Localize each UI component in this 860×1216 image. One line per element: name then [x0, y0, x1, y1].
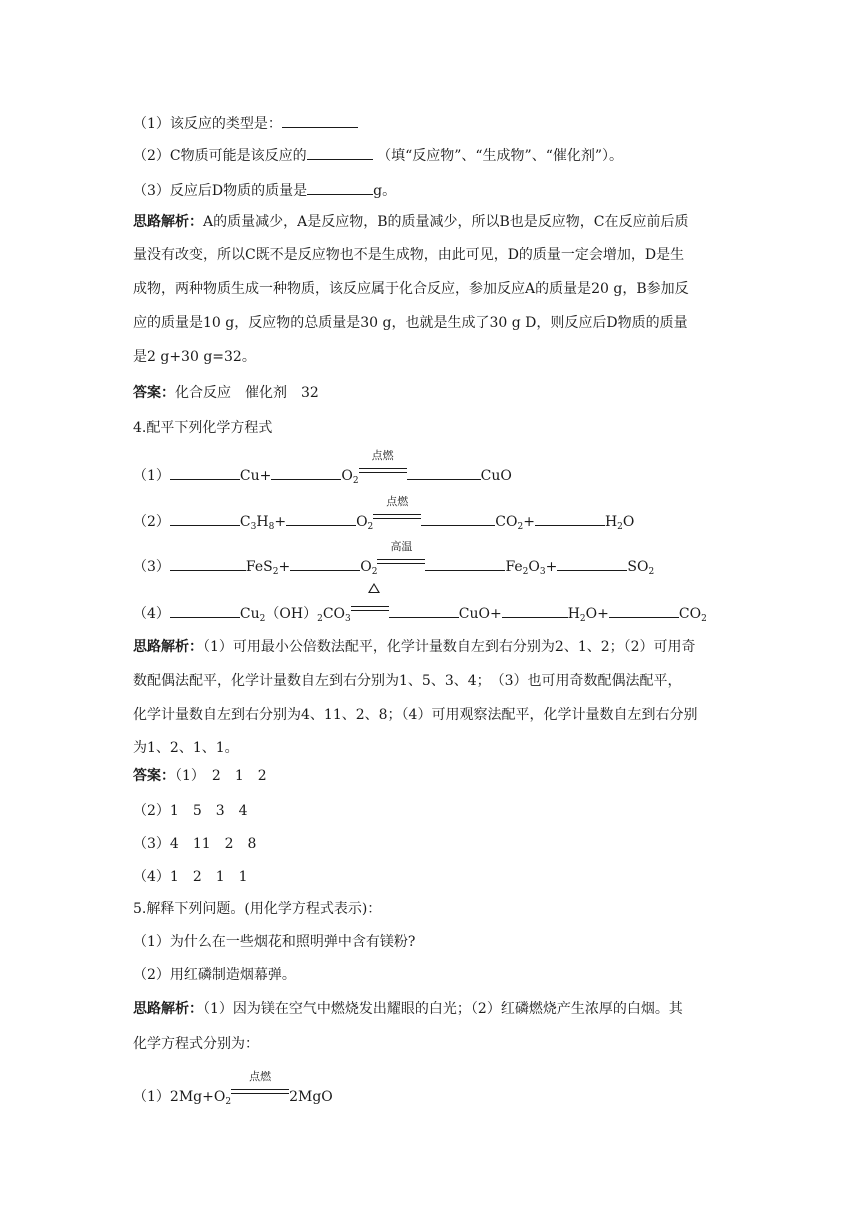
- reactant: CO: [322, 606, 346, 622]
- eq-number: （4）: [133, 606, 170, 622]
- subscript: 2: [579, 614, 586, 624]
- q3-sub3-unit: g。: [373, 183, 397, 199]
- q4-title: 4.配平下列化学方程式: [133, 420, 273, 436]
- product: O+: [585, 606, 609, 622]
- reaction-condition: [373, 495, 421, 526]
- q3-analysis-line4: 应的质量是10 g，反应物的总质量是30 g，也就是生成了30 g D，则反应后D物质的质量: [133, 315, 688, 331]
- eq-number: （2）: [133, 514, 170, 530]
- q5-analysis-line1: [133, 999, 683, 1019]
- q4-answer-2: （2）1 5 3 4: [133, 803, 248, 819]
- coef-blank: [170, 511, 240, 526]
- condition-label: 点燃: [371, 449, 394, 462]
- coef-blank: [170, 465, 240, 480]
- subscript: 2: [617, 522, 623, 532]
- subscript: 2: [259, 614, 266, 624]
- eq-number: （3）: [133, 559, 170, 575]
- reactant: H: [256, 514, 269, 530]
- plus-sign: +: [274, 514, 287, 530]
- answer-label: 答案：: [133, 768, 175, 784]
- product: SO: [627, 559, 649, 575]
- coef-blank: [609, 603, 679, 618]
- q3-sub1: [133, 113, 358, 134]
- product: CO: [678, 606, 702, 622]
- reactant: Cu+: [239, 468, 272, 484]
- analysis-text: （1）可用最小公倍数法配平，化学计量数自左到右分别为2、1、2；（2）可用奇: [203, 639, 696, 655]
- coef-blank: [535, 511, 605, 526]
- subscript: 2: [317, 614, 323, 624]
- reactant: C: [239, 514, 251, 530]
- subscript: 8: [268, 522, 275, 532]
- product: O: [622, 514, 635, 530]
- q4-equation-2: [133, 495, 635, 537]
- eq-number: （1）: [133, 1089, 170, 1105]
- q4-analysis-line1: [133, 637, 696, 657]
- q4-answer-3: （3）4 11 2 8: [133, 836, 257, 852]
- subscript: 3: [250, 522, 257, 532]
- q4-analysis-line2: 数配偶法配平，化学计量数自左到右分别为1、5、3、4； （3）也可用奇数配偶法配平，: [133, 673, 682, 689]
- reactant: O: [360, 559, 372, 575]
- q5-analysis-line2: 化学方程式分别为：: [133, 1036, 259, 1052]
- plus-sign: +: [545, 559, 558, 575]
- product: CuO: [480, 468, 512, 484]
- q3-analysis-line2: 量没有改变，所以C既不是反应物也不是生成物，由此可见，D的质量一定会增加，D是生: [133, 247, 685, 263]
- condition-label: 点燃: [249, 1070, 272, 1083]
- q5-title: 5.解释下列问题。(用化学方程式表示)：: [133, 901, 382, 917]
- analysis-text: A的质量减少，A是反应物，B的质量减少，所以B也是反应物，C在反应前后质: [203, 214, 689, 230]
- subscript: 2: [648, 567, 655, 577]
- reactant: Cu: [239, 606, 260, 622]
- triangle-icon: [368, 583, 380, 593]
- subscript: 2: [701, 614, 707, 624]
- subscript: 2: [225, 1097, 232, 1107]
- q3-analysis-line3: 成物，两种物质生成一种物质，该反应属于化合反应，参加反应A的质量是20 g，B参加反: [133, 281, 689, 297]
- q4-equation-3: [133, 540, 655, 582]
- q3-sub3: [133, 180, 396, 201]
- q3-sub2: [133, 145, 623, 166]
- coef-blank: [286, 511, 356, 526]
- reactant: O: [341, 468, 353, 484]
- q4-analysis-line4: 为1、2、1、1。: [133, 740, 239, 756]
- coef-blank: [425, 556, 505, 571]
- analysis-text: （1）因为镁在空气中燃烧发出耀眼的白光；（2）红磷燃烧产生浓厚的白烟。其: [203, 1001, 683, 1017]
- q4-analysis-line3: 化学计量数自左到右分别为4、11、2、8；（4）可用观察法配平，化学计量数自左到右分别: [133, 707, 698, 723]
- answer-label: 答案：: [133, 385, 175, 401]
- subscript: 2: [352, 476, 359, 486]
- q4-answer-1: [133, 766, 267, 786]
- eq-number: （1）: [133, 468, 170, 484]
- product: O: [528, 559, 540, 575]
- product: 2MgO: [289, 1089, 333, 1105]
- plus-sign: +: [523, 514, 535, 530]
- condition-label: 点燃: [386, 495, 409, 508]
- analysis-label: 思路解析：: [133, 639, 203, 655]
- q5-sub2: （2）用红磷制造烟幕弹。: [133, 967, 296, 983]
- subscript: 2: [272, 567, 279, 577]
- product: Fe: [505, 559, 523, 575]
- subscript: 3: [345, 614, 351, 624]
- q3-answer: [133, 383, 319, 403]
- q5-equation-1: [133, 1070, 333, 1112]
- reactant: FeS: [245, 559, 273, 575]
- subscript: 2: [367, 522, 374, 532]
- answer-blank: [307, 180, 373, 195]
- answer-blank: [282, 113, 358, 128]
- reaction-condition: [377, 540, 425, 571]
- q3-sub2-hint: （填“反应物”、“生成物”、“催化剂”）。: [377, 148, 624, 164]
- coef-blank: [271, 465, 341, 480]
- q5-sub1: （1）为什么在一些烟花和照明弹中含有镁粉?: [133, 934, 416, 950]
- coef-blank: [421, 511, 495, 526]
- product: H: [604, 514, 618, 530]
- coef-blank: [389, 603, 459, 618]
- subscript: 3: [539, 567, 546, 577]
- heat-condition: [351, 598, 389, 618]
- condition-label: 高温: [390, 540, 413, 553]
- plus-sign: +: [278, 559, 291, 575]
- q3-sub3-text: （3）反应后D物质的质量是: [133, 183, 308, 199]
- product: H: [567, 606, 580, 622]
- q3-analysis-line1: [133, 212, 689, 232]
- reaction-condition: [231, 1070, 289, 1101]
- analysis-label: 思路解析：: [133, 214, 203, 230]
- subscript: 2: [371, 567, 378, 577]
- coef-blank: [557, 556, 627, 571]
- reactant: O: [356, 514, 368, 530]
- q4-equation-1: [133, 449, 512, 491]
- coef-blank: [290, 556, 360, 571]
- answer-blank: [307, 145, 373, 160]
- product: CO: [495, 514, 518, 530]
- q3-analysis-line5: 是2 g+30 g=32。: [133, 349, 256, 365]
- q3-sub2-text: （2）C物质可能是该反应的: [133, 148, 307, 164]
- coef-blank: [407, 465, 481, 480]
- reactant: 2Mg+O: [169, 1089, 226, 1105]
- q3-sub1-text: （1）该反应的类型是：: [133, 116, 282, 132]
- product: CuO+: [458, 606, 502, 622]
- answer-text: 化合反应 催化剂 32: [175, 385, 319, 401]
- subscript: 2: [517, 522, 524, 532]
- reactant: （OH）: [265, 606, 318, 622]
- subscript: 2: [522, 567, 529, 577]
- coef-blank: [502, 603, 568, 618]
- q4-answer-4: （4）1 2 1 1: [133, 869, 248, 885]
- reaction-condition: [359, 449, 407, 480]
- q4-equation-4: [133, 598, 707, 629]
- analysis-label: 思路解析：: [133, 1001, 203, 1017]
- coef-blank: [170, 556, 246, 571]
- answer-text: （1） 2 1 2: [175, 768, 267, 784]
- coef-blank: [170, 603, 240, 618]
